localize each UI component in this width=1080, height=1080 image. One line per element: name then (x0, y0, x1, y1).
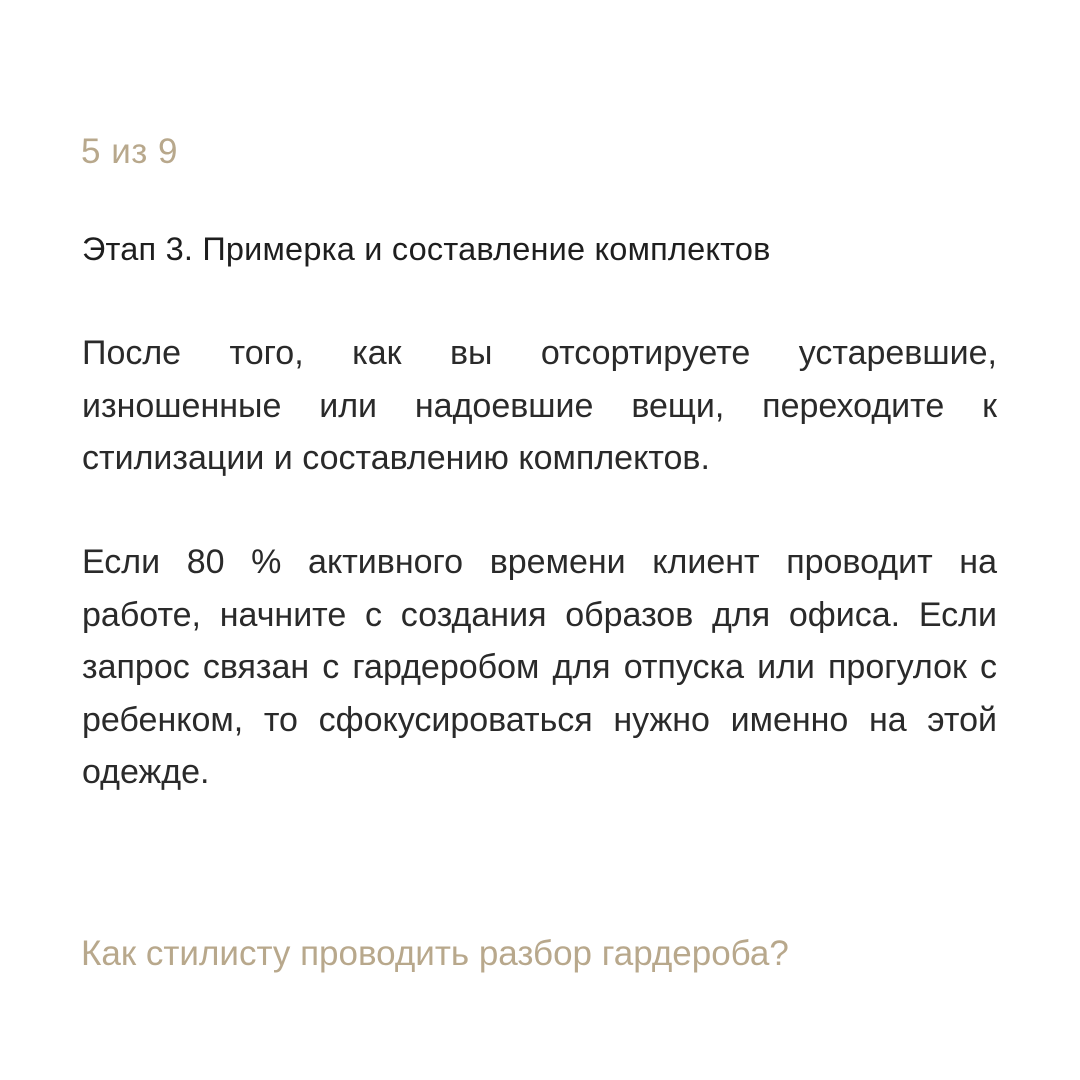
body-paragraph-2: Если 80 % активного времени клиент проводит на работе, начните с создания образов для офиса. Если запрос связан с гардеробом для отпуска или прогулок с ребенком, то сфокусироваться нужно именно на этой одежде. (82, 543, 997, 791)
body-paragraph-1: После того, как вы отсортируете устаревшие, изношенные или надоевшие вещи, переходите к стилизации и составлению комплектов. (82, 334, 997, 477)
slide-footer-title: Как стилисту проводить разбор гардероба? (81, 934, 789, 973)
slide-heading: Этап 3. Примерка и составление комплектов (82, 231, 771, 267)
slide-counter: 5 из 9 (81, 132, 178, 171)
